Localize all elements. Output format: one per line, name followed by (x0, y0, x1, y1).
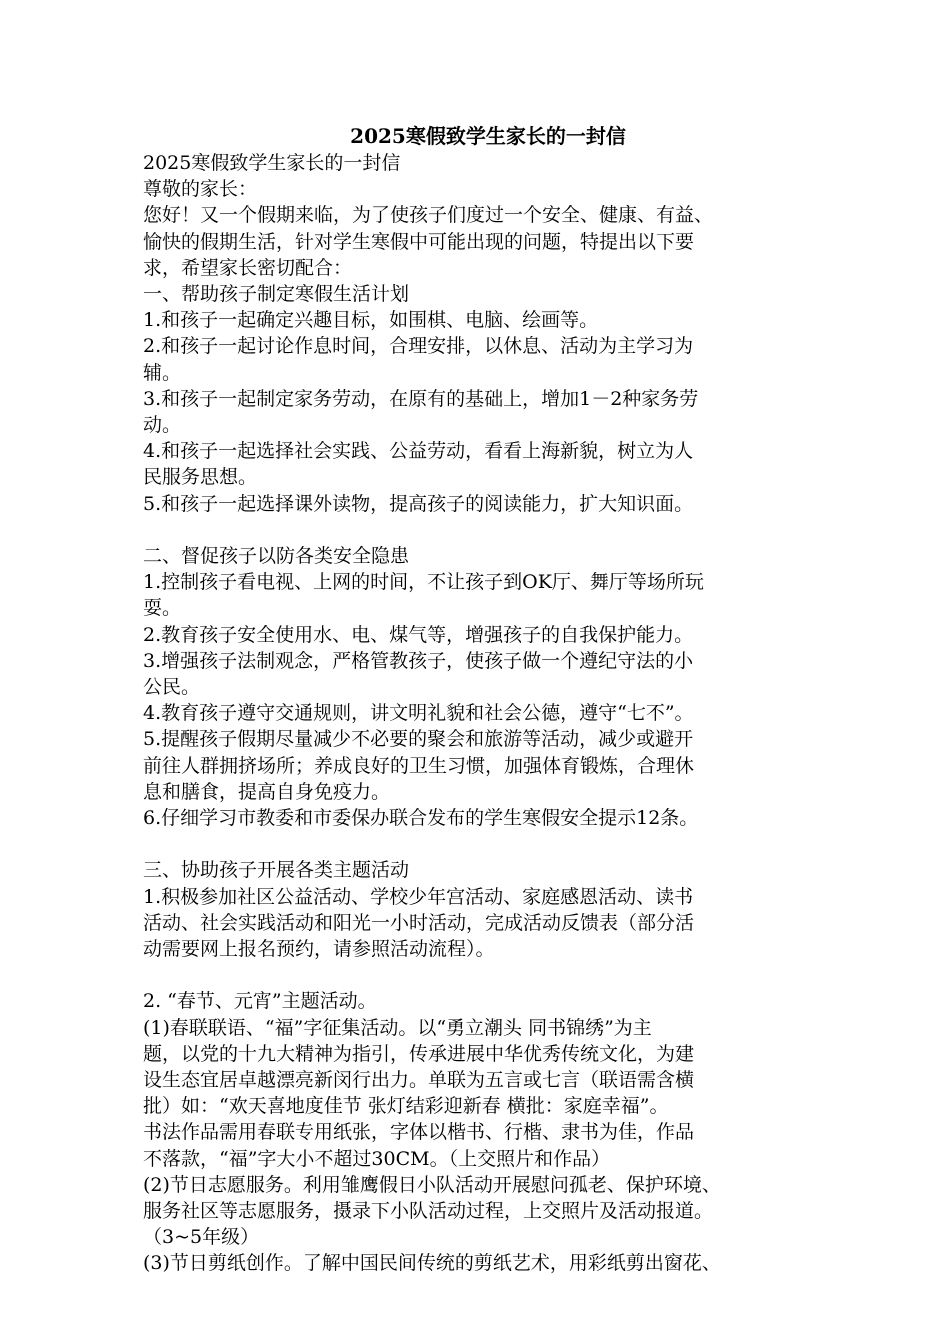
section-3 (143, 857, 823, 1276)
section-3-item-1-cont: 动需要网上报名预约，请参照活动流程）。 (143, 938, 495, 961)
intro-paragraph (143, 202, 823, 281)
intro-line: 您好！又一个假期来临，为了使孩子们度过一个安全、健康、有益、 (143, 204, 714, 227)
sub-item-3: (3)节日剪纸创作。了解中国民间传统的剪纸艺术，用彩纸剪出窗花、 (143, 1252, 721, 1275)
section-1-item-5: 5.和孩子一起选择课外读物，提高孩子的阅读能力，扩大知识面。 (143, 492, 694, 515)
blank-line (143, 831, 823, 857)
section-1 (143, 281, 823, 517)
intro-line: 求，希望家长密切配合： (143, 256, 353, 279)
sub-item-1: (1)春联联语、“福”字征集活动。以“勇立潮头 同书锦绣”为主 (143, 1016, 652, 1039)
document-title: 2025寒假致学生家长的一封信 (350, 124, 626, 148)
section-1-item-3: 3.和孩子一起制定家务劳动，在原有的基础上，增加1－2种家务劳 (143, 387, 699, 410)
section-2-item-5: 5.提醒孩子假期尽量减少不必要的聚会和旅游等活动，减少或避开 (143, 728, 694, 751)
blank-line (143, 517, 823, 543)
section-3-item-1-cont: 活动、社会实践活动和阳光一小时活动，完成活动反馈表（部分活 (143, 911, 695, 934)
section-1-heading: 一、帮助孩子制定寒假生活计划 (143, 283, 410, 306)
section-2-heading: 二、督促孩子以防各类安全隐患 (143, 545, 410, 568)
intro-line: 愉快的假期生活，针对学生寒假中可能出现的问题，特提出以下要 (143, 230, 695, 253)
section-2-item-4: 4.教育孩子遵守交通规则，讲文明礼貌和社会公德，遵守“七不”。 (143, 702, 694, 725)
section-1-item-2: 2.和孩子一起讨论作息时间，合理安排，以休息、活动为主学习为 (143, 335, 694, 358)
section-1-item-4-cont: 民服务思想。 (143, 466, 258, 489)
sub-item-1-cont: 书法作品需用春联专用纸张，字体以楷书、行楷、隶书为佳，作品 (143, 1121, 695, 1144)
section-2-item-6: 6.仔细学习市教委和市委保办联合发布的学生寒假安全提示12条。 (143, 807, 699, 830)
letter-page (143, 122, 823, 1277)
section-3-heading: 三、协助孩子开展各类主题活动 (143, 859, 410, 882)
section-2 (143, 543, 823, 831)
sub-item-1-cont: 批）如：“欢天喜地度佳节 张灯结彩迎新春 横批：家庭幸福”。 (143, 1095, 669, 1118)
section-2-item-3: 3.增强孩子法制观念，严格管教孩子，使孩子做一个遵纪守法的小 (143, 649, 694, 672)
section-1-item-4: 4.和孩子一起选择社会实践、公益劳动，看看上海新貌，树立为人 (143, 440, 694, 463)
section-2-item-3-cont: 公民。 (143, 676, 201, 699)
sub-item-2-cont: 服务社区等志愿服务，摄录下小队活动过程，上交照片及活动报道。 (143, 1200, 714, 1223)
section-2-item-5-cont: 息和膳食，提高自身免疫力。 (143, 780, 391, 803)
sub-item-1-cont: 题，以党的十九大精神为指引，传承进展中华优秀传统文化，为建 (143, 1042, 695, 1065)
section-2-item-2: 2.教育孩子安全使用水、电、煤气等，增强孩子的自我保护能力。 (143, 623, 694, 646)
section-3-item-2-heading: 2. “春节、元宵”主题活动。 (143, 990, 377, 1013)
greeting: 尊敬的家长： (143, 178, 258, 201)
section-3-item-1: 1.积极参加社区公益活动、学校少年宫活动、家庭感恩活动、读书 (143, 885, 694, 908)
section-2-item-1-cont: 耍。 (143, 597, 182, 620)
section-2-item-5-cont: 前往人群拥挤场所；养成良好的卫生习惯，加强体育锻炼，合理休 (143, 754, 695, 777)
sub-item-2-cont: （3~5年级） (143, 1226, 260, 1249)
sub-item-1-cont: 设生态宜居卓越漂亮新闵行出力。单联为五言或七言（联语需含横 (143, 1069, 695, 1092)
section-2-item-1: 1.控制孩子看电视、上网的时间，不让孩子到OK厅、舞厅等场所玩 (143, 571, 704, 594)
section-1-item-3-cont: 动。 (143, 414, 182, 437)
document-subtitle: 2025寒假致学生家长的一封信 (143, 152, 401, 174)
sub-item-2: (2)节日志愿服务。利用雏鹰假日小队活动开展慰问孤老、保护环境、 (143, 1173, 721, 1196)
blank-line (143, 962, 823, 988)
section-1-item-2-cont: 辅。 (143, 361, 182, 384)
sub-item-1-cont: 不落款，“福”字大小不超过30CM。（上交照片和作品） (143, 1147, 611, 1170)
section-1-item-1: 1.和孩子一起确定兴趣目标，如围棋、电脑、绘画等。 (143, 309, 599, 332)
